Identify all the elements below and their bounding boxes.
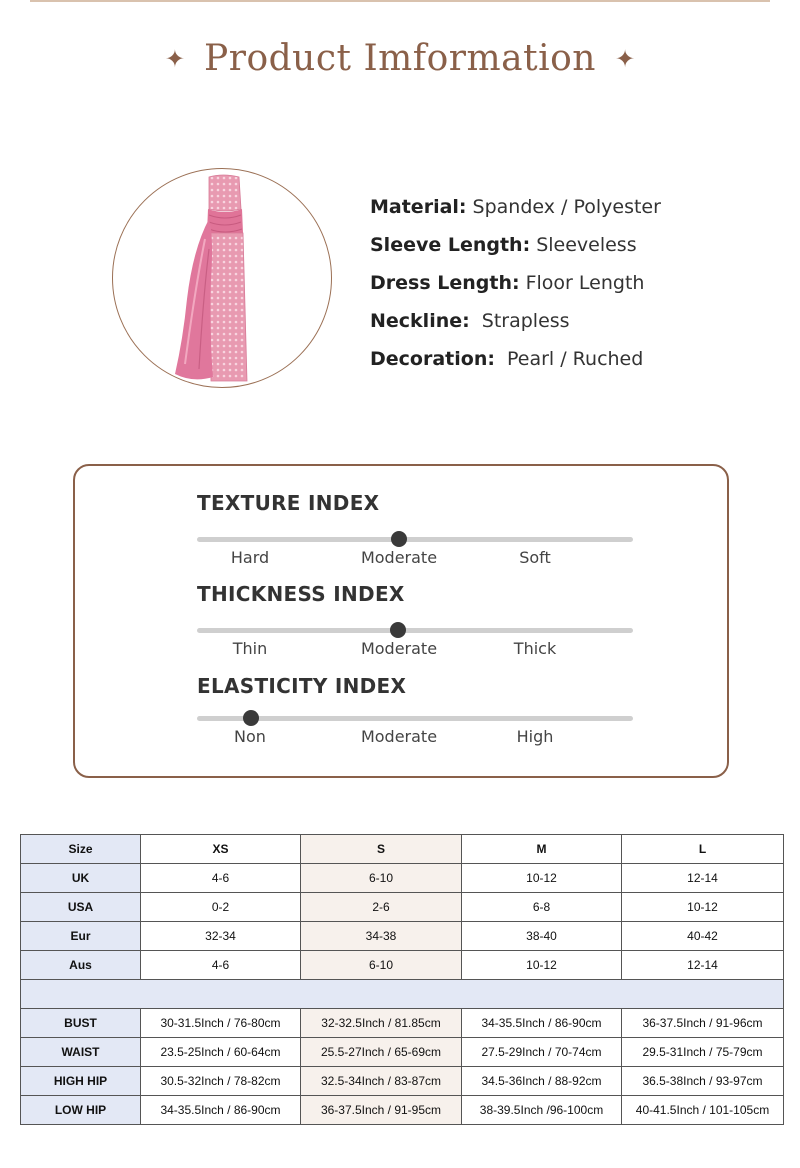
table-cell: 32.5-34Inch / 83-87cm [301,1067,462,1096]
table-cell: 36.5-38Inch / 93-97cm [622,1067,784,1096]
table-cell: 30.5-32Inch / 78-82cm [141,1067,301,1096]
table-cell: 10-12 [622,893,784,922]
scale-label-low: Hard [230,548,270,567]
table-cell: 6-8 [462,893,622,922]
table-row [21,922,784,951]
row-label: BUST [21,1009,141,1038]
table-cell: 38-40 [462,922,622,951]
index-title: ELASTICITY INDEX [197,674,407,698]
row-label: Aus [21,951,141,980]
size-chart-table [20,834,784,1125]
table-cell: 27.5-29Inch / 70-74cm [462,1038,622,1067]
table-cell: 34.5-36Inch / 88-92cm [462,1067,622,1096]
spec-value: Pearl / Ruched [500,348,644,370]
table-cell: 40-42 [622,922,784,951]
table-header-cell: XS [141,835,301,864]
table-cell: 40-41.5Inch / 101-105cm [622,1096,784,1125]
table-cell: 29.5-31Inch / 75-79cm [622,1038,784,1067]
spec-label: Sleeve Length: [370,234,531,256]
spec-neckline [370,306,790,344]
table-header-row [21,835,784,864]
table-cell: 34-35.5Inch / 86-90cm [141,1096,301,1125]
row-label: USA [21,893,141,922]
spec-material [370,192,790,230]
table-cell: 25.5-27Inch / 65-69cm [301,1038,462,1067]
index-knob [243,710,259,726]
index-title: THICKNESS INDEX [197,582,405,606]
scale-label-high: Soft [519,548,551,567]
spec-label: Neckline: [370,310,470,332]
spec-value: Floor Length [525,272,645,294]
table-cell: 6-10 [301,864,462,893]
table-row [21,1038,784,1067]
table-header-cell: S [301,835,462,864]
table-cell: 23.5-25Inch / 60-64cm [141,1038,301,1067]
table-spacer-row [21,980,784,1009]
table-cell: 32-32.5Inch / 81.85cm [301,1009,462,1038]
table-cell: 12-14 [622,951,784,980]
table-row [21,1096,784,1125]
table-cell: 36-37.5Inch / 91-96cm [622,1009,784,1038]
table-cell: 4-6 [141,951,301,980]
index-track [197,628,633,633]
table-header-cell: L [622,835,784,864]
scale-label-high: Thick [513,639,557,658]
index-knob [390,622,406,638]
spec-label: Dress Length: [370,272,520,294]
spacer-cell [21,980,784,1009]
table-cell: 4-6 [141,864,301,893]
table-cell: 38-39.5Inch /96-100cm [462,1096,622,1125]
table-row [21,1067,784,1096]
sparkle-icon-right: ✦ [615,44,636,73]
sparkle-icon-left: ✦ [164,44,185,73]
elasticity-index [197,673,637,746]
spec-decoration [370,344,790,382]
table-cell: 34-38 [301,922,462,951]
spec-value: Spandex / Polyester [472,196,661,218]
scale-label-mid: Moderate [360,639,438,658]
table-cell: 30-31.5Inch / 76-80cm [141,1009,301,1038]
row-label: HIGH HIP [21,1067,141,1096]
index-title: TEXTURE INDEX [197,491,380,515]
table-row [21,893,784,922]
spec-sleeve-length [370,230,790,268]
scale-label-low: Thin [232,639,268,658]
spec-value: Sleeveless [536,234,637,256]
table-header-cell: Size [21,835,141,864]
row-label: WAIST [21,1038,141,1067]
table-cell: 6-10 [301,951,462,980]
table-cell: 10-12 [462,951,622,980]
scale-label-high: High [516,727,554,746]
section-header [0,38,800,88]
table-cell: 36-37.5Inch / 91-95cm [301,1096,462,1125]
index-track [197,716,633,721]
table-row [21,864,784,893]
table-row [21,951,784,980]
table-cell: 0-2 [141,893,301,922]
scale-label-low: Non [234,727,266,746]
index-knob [391,531,407,547]
table-cell: 32-34 [141,922,301,951]
spec-value: Strapless [475,310,570,332]
row-label: UK [21,864,141,893]
table-header-cell: M [462,835,622,864]
table-row [21,1009,784,1038]
page-title: Product Imformation [204,38,596,79]
top-divider [30,0,770,2]
scale-label-mid: Moderate [360,548,438,567]
product-image [112,168,332,388]
table-cell: 10-12 [462,864,622,893]
spec-label: Material: [370,196,467,218]
thickness-index [197,581,637,658]
table-cell: 12-14 [622,864,784,893]
fabric-index-panel [73,464,729,778]
spec-list [370,192,790,382]
table-cell: 34-35.5Inch / 86-90cm [462,1009,622,1038]
pink-dress-icon [113,169,332,388]
row-label: LOW HIP [21,1096,141,1125]
texture-index [197,490,637,567]
index-track [197,537,633,542]
row-label: Eur [21,922,141,951]
table-cell: 2-6 [301,893,462,922]
spec-dress-length [370,268,790,306]
spec-label: Decoration: [370,348,495,370]
scale-label-mid: Moderate [360,727,438,746]
